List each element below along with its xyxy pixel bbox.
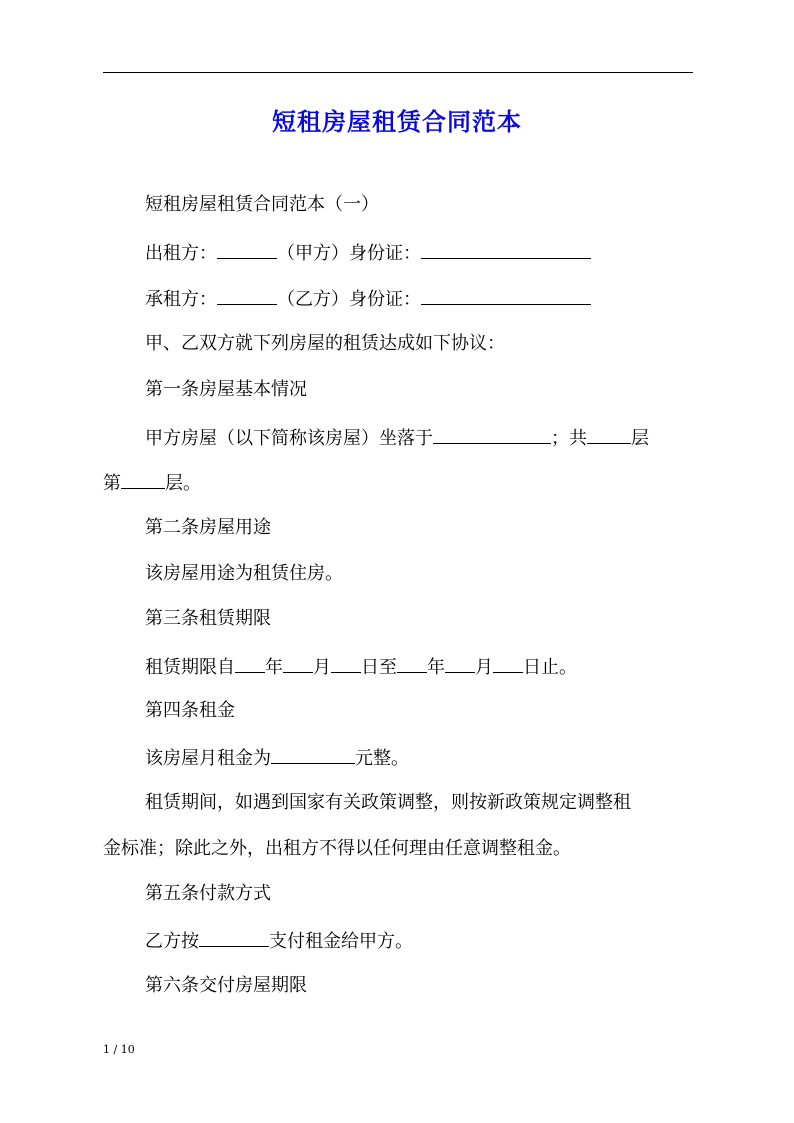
start-month-unit: 月: [313, 657, 331, 678]
agreement-intro: 甲、乙双方就下列房屋的租赁达成如下协议：: [145, 333, 505, 354]
document-title: 短租房屋租赁合同范本: [272, 108, 522, 136]
start-year-blank: [235, 654, 265, 673]
article2-heading: 第二条房屋用途: [145, 517, 271, 538]
article1-location-text: 甲方房屋（以下简称该房屋）坐落于: [145, 428, 433, 449]
page-number: 1 / 10: [103, 1043, 135, 1056]
lessor-id-blank: [421, 240, 591, 259]
article5-heading: 第五条付款方式: [145, 883, 271, 904]
article1-location-line: [145, 425, 649, 451]
end-year-blank: [397, 654, 427, 673]
article1-floor-prefix: 第: [103, 473, 121, 494]
floor-number-blank: [121, 470, 165, 489]
article1-floor-suffix: 层。: [165, 473, 201, 494]
lessee-id-blank: [421, 286, 591, 305]
monthly-rent-blank: [271, 745, 355, 764]
article1-heading: 第一条房屋基本情况: [145, 379, 307, 400]
term-prefix: 租赁期限自: [145, 657, 235, 678]
article4-policy-line2: 金标准；除此之外，出租方不得以任何理由任意调整租金。: [103, 838, 571, 859]
contract-subtitle: 短租房屋租赁合同范本（一）: [145, 194, 379, 215]
start-day-unit: 日至: [361, 657, 397, 678]
start-month-blank: [283, 654, 313, 673]
article3-term-line: [145, 654, 577, 680]
lessee-party-label: （乙方）身份证：: [277, 289, 421, 310]
lessee-line: [145, 286, 591, 312]
rent-suffix: 元整。: [355, 748, 409, 769]
lessee-label: 承租方：: [145, 289, 217, 310]
article4-policy-line1: 租赁期间，如遇到国家有关政策调整，则按新政策规定调整租: [145, 792, 631, 813]
rent-prefix: 该房屋月租金为: [145, 748, 271, 769]
article4-heading: 第四条租金: [145, 700, 235, 721]
article2-text: 该房屋用途为租赁住房。: [145, 563, 343, 584]
lessor-name-blank: [217, 240, 277, 259]
article5-payment-line: [145, 928, 413, 954]
lessor-label: 出租方：: [145, 243, 217, 264]
article4-rent-line: [145, 745, 409, 771]
payment-method-blank: [199, 928, 269, 947]
article3-heading: 第三条租赁期限: [145, 608, 271, 629]
lessor-line: [145, 240, 591, 266]
start-day-blank: [331, 654, 361, 673]
end-month-unit: 月: [475, 657, 493, 678]
start-year-unit: 年: [265, 657, 283, 678]
article1-floor-line: [103, 470, 201, 496]
lessee-name-blank: [217, 286, 277, 305]
end-month-blank: [445, 654, 475, 673]
payment-suffix: 支付租金给甲方。: [269, 931, 413, 952]
end-day-blank: [493, 654, 523, 673]
article6-heading: 第六条交付房屋期限: [145, 975, 307, 996]
end-day-unit: 日止。: [523, 657, 577, 678]
lessor-party-label: （甲方）身份证：: [277, 243, 421, 264]
end-year-unit: 年: [427, 657, 445, 678]
address-blank: [433, 425, 551, 444]
article1-floors-unit: 层: [631, 428, 649, 449]
article1-total-label: ；共: [551, 428, 587, 449]
header-rule: [103, 72, 693, 73]
total-floors-blank: [587, 425, 631, 444]
payment-prefix: 乙方按: [145, 931, 199, 952]
